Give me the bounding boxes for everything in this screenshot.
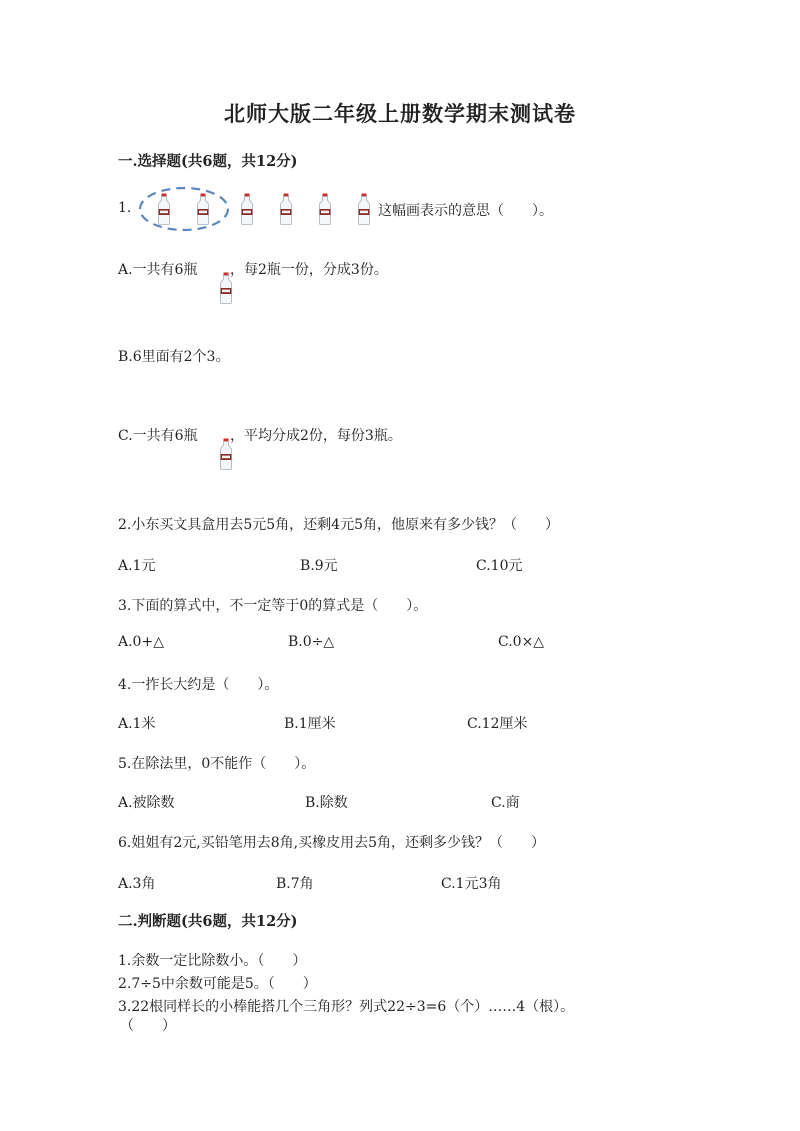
question-number: 1. — [118, 200, 132, 216]
bottle-icon — [318, 193, 332, 225]
bottle-icon — [279, 193, 293, 225]
option-c-suffix: ，平均分成2份，每份3瓶。 — [230, 428, 402, 444]
question-text: 5.在除法里，0不能作（ ）。 — [118, 756, 316, 772]
bottle-icon — [196, 193, 210, 225]
list-item: 1.余数一定比除数小。（ ） — [118, 953, 307, 969]
bottle-icon — [357, 193, 371, 225]
option-a-suffix: ，每2瓶一份，分成3份。 — [230, 262, 388, 278]
option-b: B.9元 — [300, 558, 338, 574]
dashed-group-oval — [138, 186, 230, 232]
option-b: B.7角 — [276, 876, 314, 892]
option-c: C.12厘米 — [467, 716, 528, 732]
option-a: A.3角 — [118, 876, 156, 892]
option-a: A.被除数 — [118, 795, 175, 811]
option-a: A.0+△ — [118, 634, 164, 650]
option-c: C.10元 — [476, 558, 523, 574]
list-item: 2.7÷5中余数可能是5。（ ） — [118, 976, 317, 992]
page-title: 北师大版二年级上册数学期末测试卷 — [224, 101, 576, 126]
question-text: 4.一拃长大约是（ ）。 — [118, 677, 279, 693]
question-text: 3.下面的算式中，不一定等于0的算式是（ ）。 — [118, 598, 428, 614]
option-b: B.6里面有2个3。 — [118, 349, 230, 365]
option-c-prefix: C.一共有6瓶 — [118, 428, 198, 444]
option-b: B.1厘米 — [284, 716, 336, 732]
option-c: C.0×△ — [498, 634, 545, 650]
section-heading-choice: 一.选择题(共6题，共12分) — [118, 153, 298, 170]
question-text: 6.姐姐有2元,买铅笔用去8角,买橡皮用去5角，还剩多少钱？（ ） — [118, 835, 545, 851]
question-text: 2.小东买文具盒用去5元5角，还剩4元5角，他原来有多少钱？（ ） — [118, 517, 559, 533]
section-heading-judgement: 二.判断题(共6题，共12分) — [118, 913, 298, 930]
list-item: 3.22根同样长的小棒能搭几个三角形？列式22÷3=6（个）……4（根）。 — [118, 999, 575, 1015]
option-b: B.0÷△ — [288, 634, 335, 650]
option-a-prefix: A.一共有6瓶 — [118, 262, 198, 278]
answer-blank: （ ） — [120, 1018, 176, 1034]
bottle-icon — [157, 193, 171, 225]
option-a: A.1元 — [118, 558, 156, 574]
option-a: A.1米 — [118, 716, 156, 732]
option-b: B.除数 — [305, 795, 348, 811]
bottle-icon — [240, 193, 254, 225]
option-c: C.1元3角 — [441, 876, 502, 892]
question-text: 这幅画表示的意思（ ）。 — [378, 203, 553, 219]
option-c: C.商 — [491, 795, 520, 811]
